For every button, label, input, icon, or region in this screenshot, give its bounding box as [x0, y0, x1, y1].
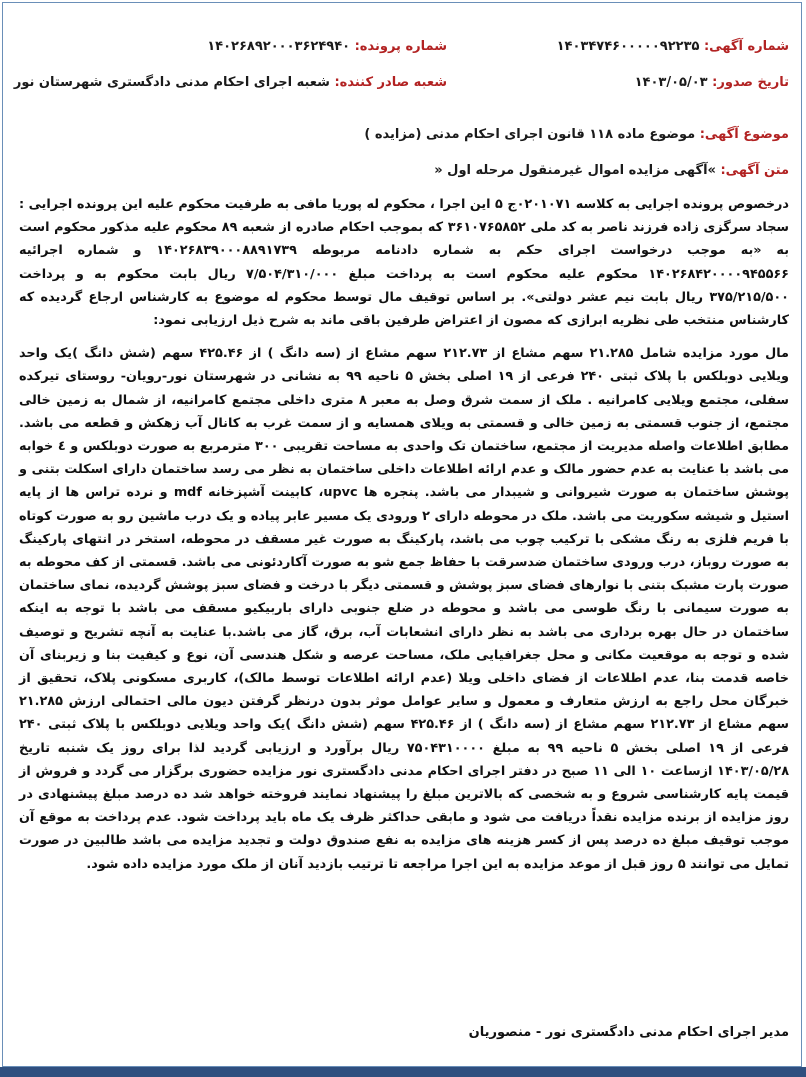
ad-document: [3, 3, 803, 1068]
issuing-branch-value: شعبه اجرای احکام مدنی دادگستری شهرستان نور: [13, 75, 330, 90]
issuing-branch: [14, 75, 447, 90]
signature: مدیر اجرای احکام مدنی دادگستری نور - منصوریان: [468, 1025, 789, 1040]
issue-date: [635, 75, 789, 90]
issue-date-value: ۱۴۰۳/۰۵/۰۳: [634, 75, 708, 90]
ad-text-title: [434, 163, 789, 178]
window-bottom-strip: [0, 1067, 806, 1077]
ad-body: [19, 193, 789, 876]
document-frame: [2, 2, 802, 1067]
body-paragraph-case: درخصوص پرونده اجرایی به کلاسه ۰۲۰۱۰۷۱ج ۵ این اجرا ، محکوم له پوریا مافی به طرفیت محکوم علیه این پرونده اجرایی : سجاد سرگزی زاده فرزند ناصر به کد ملی ۳۶۱۰۷۶۵۸۵۲ که بموجب احکام صادره از شعبه ۸۹ محکوم علیه مذکور محکوم است به «به موجب درخواست اجرای حکم به شماره دادنامه مربوطه ۱۴۰۲۶۸۳۹۰۰۰۸۸۹۱۷۳۹ و شماره اجرائیه ۱۴۰۲۶۸۴۲۰۰۰۰۹۴۵۵۶۶ محکوم علیه محکوم است به پرداخت مبلغ ۷/۵۰۴/۳۱۰/۰۰۰ ریال بابت محکوم به و پرداخت ۳۷۵/۲۱۵/۵۰۰ ریال بابت نیم عشر دولتی». بر اساس توقیف مال توسط محکوم له موضوع به کارشناس ارجاع گردیده که کارشناس منتخب طی نظریه ابرازی که مصون از اعتراض طرفین باقی ماند به شرح ذیل ارزیابی نمود:: [19, 197, 789, 329]
case-number: [207, 39, 447, 54]
ad-subject-label: موضوع آگهی:: [699, 127, 789, 142]
case-number-value: ۱۴۰۲۶۸۹۲۰۰۰۳۶۲۴۹۴۰: [207, 39, 351, 54]
issue-date-label: تاریخ صدور:: [712, 75, 789, 90]
ad-text-heading: »آگهی مزایده اموال غیرمنقول مرحله اول «: [434, 163, 716, 178]
ad-subject: [364, 127, 789, 142]
ad-number-label: شماره آگهی:: [703, 39, 789, 54]
case-number-label: شماره پرونده:: [354, 39, 447, 54]
body-paragraph-property: مال مورد مزایده شامل ۲۱.۲۸۵ سهم مشاع از ۲۱۲.۷۳ سهم مشاع از (سه دانگ ) از ۴۲۵.۴۶ سهم (شش دانگ )یک واحد ویلایی دوبلکس با پلاک ثبتی ۲۴۰ فرعی از ۱۹ اصلی بخش ۵ ناحیه ۹۹ به نشانی در شهرستان نور-رویان- روستای تیرکده سفلی، مجتمع ویلایی کامرانیه . ملک از سمت شرق وصل به معبر ۸ متری داخلی مجتمع کامرانیه، از شمال به زمین خالی مجتمع، از جنوب قسمتی به زمین خالی و قسمتی به ویلای همسایه و از سمت غرب به کانال آب زهکش و قطعه می باشد. مطابق اطلاعات واصله مدیریت از مجتمع، ساختمان تک واحدی به مساحت تقریبی ۳۰۰ مترمربع به صورت دوبلکس و ٤ خوابه می باشد با عنایت به عدم حضور مالک و عدم ارائه اطلاعات داخلی ساختمان به نظر می رسد ساختمان دارای اسکلت بتنی و پوشش ساختمان به صورت شیروانی و شیبدار می باشد. پنجره ها upvc، کابینت آشپزخانه mdf و نرده تراس ها از پایه استیل و شیشه سکوریت می باشد. ملک در محوطه دارای ۲ ورودی یک مسیر عابر پیاده و یک درب ماشین رو به صورت کوتاه با فریم فلزی به رنگ مشکی با ترکیب چوب می باشد، پارکینگ به صورت غیر مسقف در محوطه، استخر در انتهای پارکینگ به صورت روباز، درب ورودی ساختمان ضدسرقت با حفاظ جمع شو به صورت آکاردئونی می باشد. قسمتی از کف محوطه به صورت پارت مشبک بتنی با نوارهای فضای سبز پوشش و قسمتی دیگر با درخت و فضای سبز پوشش گردیده، نمای ساختمان به صورت سیمانی با رنگ طوسی می باشد و محوطه در ضلع جنوبی دارای باربیکیو مسقف می باشد با توجه به اینکه ساختمان در حال بهره برداری می باشد به نظر دارای انشعابات آب، برق، گاز می باشد.با عنایت به آنچه تشریح و توصیف شده و توجه به موقعیت مکانی و محل جغرافیایی ملک، مساحت عرصه و شکل هندسی آن، نوع و کیفیت بنا و زیربنای آن خاصه قدمت بنا، عدم اطلاعات از فضای داخلی ویلا (عدم ارائه اطلاعات توسط مالک)، کاربری مسکونی پلاک، تحقیق از خبرگان محل راجع به ارزش متعارف و معمول و سایر عوامل موثر بدون درنظر گرفتن دیون مالی احتمالی ارزش ۲۱.۲۸۵ سهم مشاع از ۲۱۲.۷۳ سهم مشاع از (سه دانگ ) از ۴۲۵.۴۶ سهم (شش دانگ )یک واحد ویلایی دوبلکس با پلاک ثبتی ۲۴۰ فرعی از ۱۹ اصلی بخش ۵ ناحیه ۹۹ به مبلغ ۷۵۰۴۳۱۰۰۰۰ ریال برآورد و ارزیابی گردید لذا برای روز یک شنبه تاریخ ۱۴۰۳/۰۵/۲۸ ازساعت ۱۰ الی ۱۱ صبح در دفتر اجرای احکام مدنی دادگستری نور مزایده حضوری برگزار می گردد و فروش از قیمت پایه کارشناسی شروع و به شخصی که بالاترین مبلغ را پیشنهاد نمایند فروخته خواهد شد ده درصد مبلغ پیشنهادی در روز مزایده از برنده مزایده نقداً دریافت می شود و مابقی حداکثر ظرف یک ماه باید پرداخت شود. عدم پرداخت به موقع آن موجب توقیف مبلغ ده درصد پس از کسر هزینه های مزایده به نفع صندوق دولت و تجدید مزایده می باشد طالبین در صورت تمایل می توانند ۵ روز قبل از موعد مزایده به این اجرا مراجعه تا ترتیب بازدید آنان از ملک مورد مزایده داده شود.: [19, 346, 790, 872]
ad-subject-value: موضوع ماده ۱۱۸ قانون اجرای احکام مدنی (مزایده ): [364, 127, 696, 142]
ad-number: [557, 39, 789, 54]
issuing-branch-label: شعبه صادر کننده:: [334, 75, 447, 90]
ad-text-label: متن آگهی:: [720, 163, 789, 178]
ad-number-value: ۱۴۰۳۴۷۴۶۰۰۰۰۰۹۲۲۳۵: [556, 39, 700, 54]
